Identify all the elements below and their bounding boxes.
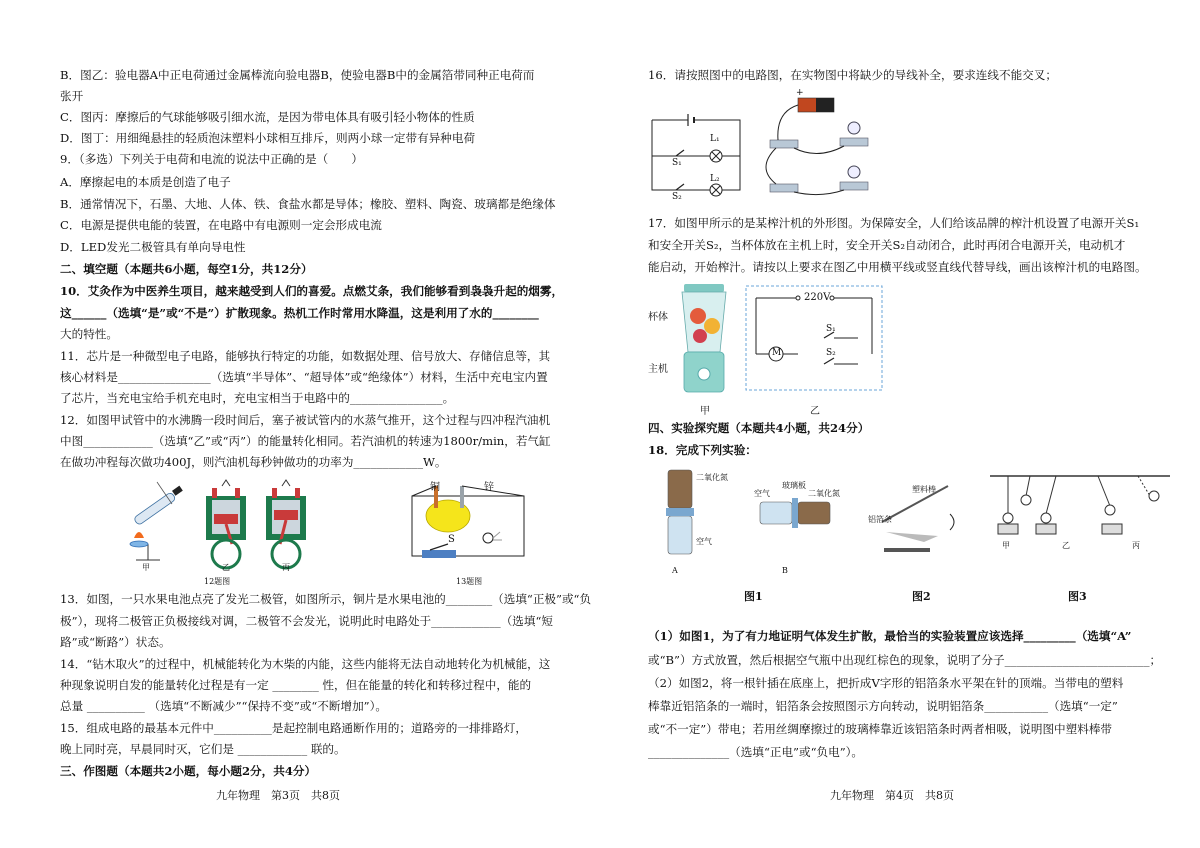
q11-line-2: 核心材料是________________（选填“半导体”、“超导体”或“绝缘体”）材料，生活中充电宝内置 [60,370,548,384]
fig18-foil: 铝箔条 [868,515,892,524]
q18-stem: 18．完成下列实验： [648,443,757,457]
fig18-air: 空气 [754,489,770,498]
figure-13-caption: 13题图 [456,577,483,586]
q8-option-b: B．图乙：验电器A中正电荷通过金属棒流向验电器B，使验电器B中的金属箔带同种正电荷而 [60,68,535,82]
figure-17 [648,282,888,416]
figure-17-caption-yi: 乙 [810,406,820,417]
fig18-caption-1: 图1 [744,590,763,603]
figure-17-motor-label: M [772,348,782,358]
q15-line-2: 晚上同时亮，早晨同时灭，它们是 ____________ 联的。 [60,742,346,756]
q11-line-3: 了芯片，当充电宝给手机充电时，充电宝相当于电路中的________________。 [60,391,455,405]
q10-line-3: 大的特性。 [60,327,118,341]
figure-17-drawing [648,282,888,402]
figure-16-battery-plus: + [796,88,804,98]
q11-line-1: 11．芯片是一种微型电子电路，能够执行特定的功能，如数据处理、信号放大、存储信息等，其 [60,349,551,363]
figure-12-label-yi: 乙 [222,563,230,572]
q12-line-3: 在做功冲程每次做功400J，则汽油机每秒钟做功的功率为____________W。 [60,455,447,469]
fig18-plastic-rod: 塑料棒 [912,485,936,494]
q18-part2-line-3: 或“不一定”）带电；若用丝绸摩擦过的玻璃棒靠近该铝箔条时两者相吸，说明图中塑料棒带 [648,722,1113,736]
figure-16 [648,88,888,208]
section-3-heading: 三、作图题（本题共2小题，每小题2分，共4分） [60,764,317,778]
figure-16-s1-label: S₁ [672,158,682,168]
q9-option-c: C．电源是提供电能的装置，在电路中有电源则一定会形成电流 [60,218,382,232]
figure-12 [122,478,362,590]
fig18-glass: 玻璃板 [782,481,806,490]
figure-18 [658,466,1178,606]
q18-part1-line-1: （1）如图1，为了有力地证明气体发生扩散，最恰当的实验装置应该选择_________（选填“A” [648,629,1132,643]
footer-page-4: 九年物理 第4页 共8页 [830,789,954,802]
fig18-sub-bing: 丙 [1132,541,1140,550]
figure-18-drawing [658,466,1178,576]
q8-option-b-cont: 张开 [60,89,84,103]
figure-17-voltage: 220V [804,292,831,303]
q13-line-3: 路”或“断路”）状态。 [60,635,171,649]
q17-line-1: 17．如图甲所示的是某榨汁机的外形图。为保障安全，人们给该品牌的榨汁机设置了电源开关S₁ [648,216,1140,230]
figure-16-s2-label: S₂ [672,192,682,202]
q14-line-1: 14．“钻木取火”的过程中，机械能转化为木柴的内能，这些内能将无法自动地转化为机械能，这 [60,657,551,671]
q10-line-2: 这______（选填“是”或“不是”）扩散现象。热机工作时常用水降温，这是利用了水的________ [60,306,539,320]
fig18-air-bottom: 空气 [696,537,712,546]
figure-17-s1: S₁ [826,324,836,334]
q10-line-1: 10．艾灸作为中医养生项目，越来越受到人们的喜爱。点燃艾条，我们能够看到袅袅升起的烟雾， [60,284,564,298]
figure-17-caption-jia: 甲 [700,406,710,417]
q12-line-1: 12．如图甲试管中的水沸腾一段时间后，塞子被试管内的水蒸气推开，这个过程与四冲程汽油机 [60,413,551,427]
q9-stem: 9．（多选）下列关于电荷和电流的说法中正确的是（ ） [60,152,364,166]
section-2-heading: 二、填空题（本题共6小题，每空1分，共12分） [60,262,313,276]
section-4-heading: 四、实验探究题（本题共4小题，共24分） [648,421,870,435]
q12-line-2: 中图____________（选填“乙”或“丙”）的能量转化相同。若汽油机的转速为1800r/min，若气缸 [60,434,551,448]
q8-option-c: C．图丙：摩擦后的气球能够吸引细水流，是因为带电体具有吸引轻小物体的性质 [60,110,475,124]
q14-line-3: 总量 __________ （选填“不断减少”“保持不变”或“不断增加”）。 [60,699,387,713]
fig18-no2: 二氧化氮 [808,489,840,498]
q8-option-d: D．图丁：用细绳悬挂的轻质泡沫塑料小球相互排斥，则两小球一定带有异种电荷 [60,131,476,145]
figure-17-base-label: 主机 [648,364,668,375]
q18-part2-line-4: ______________（选填“正电”或“负电”）。 [648,745,864,759]
fig18-sub-yi: 乙 [1062,541,1070,550]
fig18-caption-3: 图3 [1068,590,1087,603]
figure-16-l1-label: L₁ [710,134,720,144]
q13-line-2: 极”），现将二极管正负极接线对调，二极管不会发光，说明此时电路处于____________（选填“短 [60,614,553,628]
q16-stem: 16．请按照图中的电路图，在实物图中将缺少的导线补全，要求连线不能交叉； [648,68,1057,82]
figure-12-drawing [122,478,362,578]
fig18-caption-2: 图2 [912,590,931,603]
fig18-label-a: A [672,566,678,575]
figure-13-label-copper: 铜 [430,482,440,493]
q15-line-1: 15．组成电路的最基本元件中__________是起控制电路通断作用的；道路旁的一排排路灯， [60,721,527,735]
figure-12-label-jia: 甲 [142,563,150,572]
q18-part2-line-1: （2）如图2，将一根针插在底座上，把折成V字形的铝箔条水平架在针的顶端。当带电的塑料 [648,676,1124,690]
q14-line-2: 种现象说明自发的能量转化过程是有一定 ________ 性，但在能量的转化和转移过程中，能的 [60,678,532,692]
figure-13 [390,478,550,590]
figure-16-drawing [648,88,888,208]
footer-page-3: 九年物理 第3页 共8页 [216,789,340,802]
q18-part1-line-2: 或“B”）方式放置，然后根据空气瓶中出现红棕色的现象，说明了分子_________________________； [648,653,1162,667]
figure-17-body-label: 杯体 [648,312,668,323]
q18-part2-line-2: 棒靠近铝箔条的一端时，铝箔条会按照图示方向转动，说明铝箔条___________（选填“一定” [648,699,1118,713]
fig18-no2-top: 二氧化氮 [696,473,728,482]
q13-line-1: 13．如图，一只水果电池点亮了发光二极管，如图所示，铜片是水果电池的________（选填“正极”或“负 [60,592,592,606]
figure-13-label-switch: S [448,534,455,545]
q17-line-3: 能启动，开始榨汁。请按以上要求在图乙中用横平线或竖直线代替导线，画出该榨汁机的电路图。 [648,260,1147,274]
q9-option-a: A．摩擦起电的本质是创造了电子 [60,175,231,189]
q17-line-2: 和安全开关S₂，当杯体放在主机上时，安全开关S₂自动闭合，此时再闭合电源开关，电动机才 [648,238,1126,252]
fig18-sub-jia: 甲 [1002,541,1010,550]
figure-12-label-bing: 丙 [282,563,290,572]
figure-13-drawing [390,478,550,573]
q9-option-b: B．通常情况下，石墨、大地、人体、铁、食盐水都是导体；橡胶、塑料、陶瓷、玻璃都是绝缘体 [60,197,556,211]
figure-17-s2: S₂ [826,348,836,358]
figure-13-label-zinc: 锌 [484,482,494,493]
fig18-label-b: B [782,566,788,575]
q9-option-d: D．LED发光二极管具有单向导电性 [60,240,246,254]
figure-16-l2-label: L₂ [710,174,720,184]
figure-12-caption: 12题图 [204,577,231,586]
